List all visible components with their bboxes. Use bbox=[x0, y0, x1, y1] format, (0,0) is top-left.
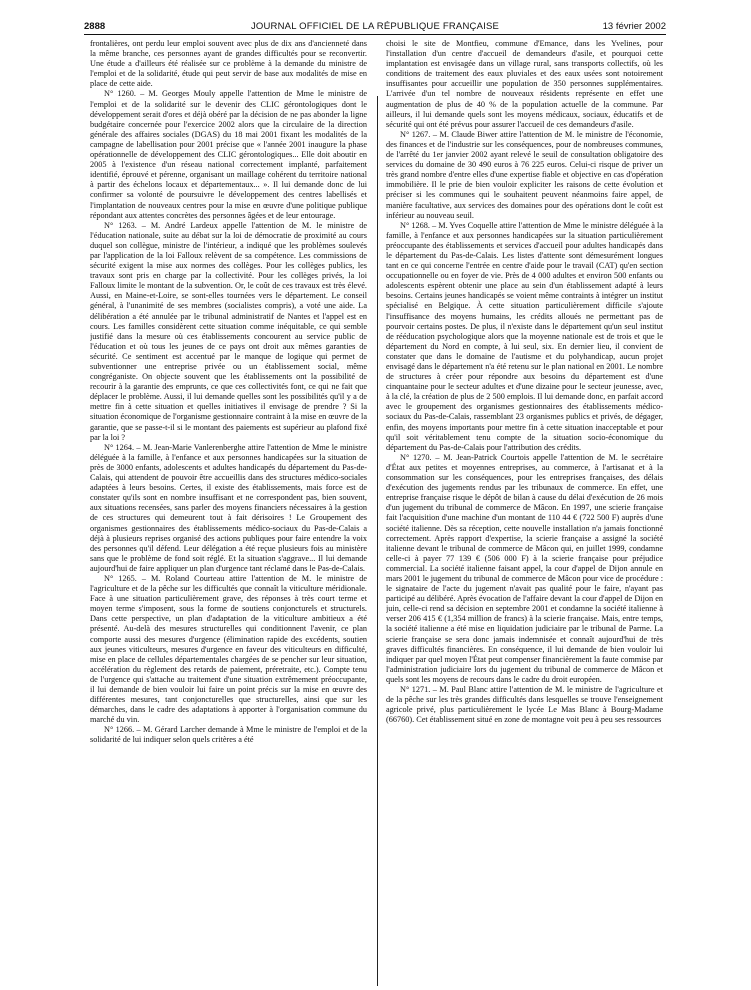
publication-date: 13 février 2002 bbox=[602, 21, 666, 32]
page-header bbox=[84, 16, 666, 36]
left-column bbox=[90, 39, 367, 987]
question-1271: N° 1271. – M. Paul Blanc attire l'attention de M. le ministre de l'agriculture et de la pêche sur les très grandes difficultés dans lesquelles se trouve l'enseignement agricole privé, plus particulièrement le lycée Le Mas Blanc à Bourg-Madame (66760). Cet établissement situé en zone de montagne voit peu à peu ses ressources bbox=[386, 685, 663, 725]
question-1260: N° 1260. – M. Georges Mouly appelle l'attention de Mme le ministre de l'emploi et de la solidarité sur le devenir des CLIC gérontologiques dont le développement serait d'ores et déjà obéré par la décision de ne pas abonder la ligne budgétaire concernée pour l'exercice 2002 alors que la circulaire de la direction générale des affaires sociales (DGAS) du 18 mai 2001 fixant les modalités de la campagne de labellisation pour 2001 précise que « l'année 2001 inaugure la phase opérationnelle de développement des CLIC gérontologiques... Elle doit aboutir en 2005 à l'existence d'un réseau national correctement implanté, parfaitement identifié, éprouvé et pérenne, organisant un maillage cohérent du territoire national à partir des échelons locaux et départementaux... ». Il lui demande donc de lui confirmer sa volonté de poursuivre le développement des centres labellisés et l'implantation de nouveaux centres pour la mise en œuvre d'une politique publique répondant aux attentes concrètes des personnes âgées et de leur entourage. bbox=[90, 89, 367, 220]
question-1265: N° 1265. – M. Roland Courteau attire l'attention de M. le ministre de l'agriculture et de la pêche sur les difficultés que connaît la viticulture méridionale. Face à une situation particulièrement grave, des réponses à très court terme et moyen terme s'imposent, sous la forme de soutiens conjoncturels et structurels. Dans cette perspective, un plan d'adaptation de la viticulture ambitieux a été présenté. Au-delà des mesures structurelles qui conditionnent l'avenir, ce plan comporte aussi des mesures d'urgence (élimination rapide des excédents, soutien aux jeunes viticulteurs, mesures d'urgence en faveur des viticulteurs en difficulté, mise en place de cellules départementales chargées de se pencher sur leur situation, accélération du règlement des retards de paiement, préretraite, etc.). Compte tenu de l'urgence qui s'attache au traitement d'une situation extrêmement préoccupante, il lui demande de bien vouloir lui faire un point précis sur la mise en œuvre des différentes mesures, tant conjoncturelles que structurelles, ainsi que sur les démarches, dans le cadre des adaptations à apporter à l'organisation commune du marché du vin. bbox=[90, 573, 367, 725]
page-number: 2888 bbox=[84, 21, 106, 32]
paragraph: choisi le site de Montfieu, commune d'Emance, dans les Yvelines, pour l'installation d'un centre d'accueil de demandeurs d'asile, et pourquoi cette implantation est envisagée dans un village rural, sans transports collectifs, où les conditions de traitement des eaux pluviales et des eaux usées sont notoirement insuffisantes pour accueillir une population de 350 personnes supplémentaires. L'arrivée d'un tel nombre de nouveaux résidents représente en effet une augmentation de plus de 40 % de la population actuelle de la commune. Par ailleurs, il lui demande quels sont les moyens médicaux, sociaux, éducatifs et de sécurité qui ont été prévus pour assurer l'accueil de ces demandeurs d'asile. bbox=[386, 39, 663, 129]
question-1264: N° 1264. – M. Jean-Marie Vanlerenberghe attire l'attention de Mme le ministre déléguée à la famille, à l'enfance et aux personnes handicapées sur la situation de près de 3000 enfants, adolescents et adultes handicapés du département du Pas-de-Calais, qui attendent de pouvoir être accueillis dans des structures médico-sociales adaptées à leurs besoins. Certes, il existe des établissements, mais force est de constater qu'ils sont en nombre insuffisant et ne correspondent pas, bien souvent, aux situations recensées, sans parler des moyens financiers nécessaires à la gestion de ces structures qui demeurent tout à fait dérisoires ! Le Groupement des organismes gestionnaires des établissements médico-sociaux du Pas-de-Calais a déjà à plusieurs reprises organisé des actions publiques pour faire entendre la voix des personnes qu'il défend. Leur délégation a été reçue plusieurs fois au ministère sans que le problème de fond soit réglé. Et la situation s'aggrave... Il lui demande aujourd'hui de faire appliquer un plan d'urgence tant réclamé dans le Pas-de-Calais. bbox=[90, 442, 367, 573]
question-1267: N° 1267. – M. Claude Biwer attire l'attention de M. le ministre de l'économie, des finances et de l'industrie sur les conséquences, pour de nombreuses communes, de l'arrêté du 1er janvier 2002 ayant relevé le seuil de consultation obligatoire des services du domaine de 30 490 euros à 76 225 euros. Celui-ci risque de priver un très grand nombre d'entre elles d'une expertise fiable et objective en cas d'opération immobilière. Il le prie de bien vouloir expliciter les raisons de cette évolution et préciser si les communes qui le souhaitent peuvent néanmoins faire appel, de manière facultative, aux services des domaines pour des opérations dont le coût est inférieur au nouveau seuil. bbox=[386, 129, 663, 220]
question-1266: N° 1266. – M. Gérard Larcher demande à Mme le ministre de l'emploi et de la solidarité de lui indiquer selon quels critères a été bbox=[90, 725, 367, 745]
paragraph: frontalières, ont perdu leur emploi souvent avec plus de dix ans d'ancienneté dans la même branche, ces personnes ayant de grandes difficultés pour se reconvertir. Une étude a d'ailleurs été réalisée sur ce problème à la demande du ministre de l'emploi et de la solidarité, étude qui peut servir de base aux modalités de mise en place de cette aide. bbox=[90, 39, 367, 89]
header-rule bbox=[84, 34, 666, 35]
right-column bbox=[386, 39, 663, 987]
column-divider bbox=[377, 96, 378, 986]
question-1263: N° 1263. – M. André Lardeux appelle l'attention de M. le ministre de l'éducation nationale, suite au débat sur la loi de démocratie de proximité au cours duquel son collègue, ministre de l'intérieur, a indiqué que les problèmes soulevés par l'application de la loi Falloux relèvent de sa compétence. Les commissions de sécurité exigent la mise aux normes des collèges. Pour les collèges publics, les travaux sont pris en charge par la collectivité. Pour les collèges privés, la loi Falloux limite le montant de la subvention. Or, le coût de ces travaux est très élevé. Aussi, en Maine-et-Loire, se sont-elles tournées vers le département. Le conseil général, à l'unanimité de ses membres (socialistes compris), a voté une aide. La délibération a été annulée par le tribunal administratif de Nantes et l'appel est en cours. Les familles considèrent cette situation comme inéquitable, ce qui semble justifié dans la mesure où ces établissements concourent au service public de l'éducation et où tous les jeunes de ce pays ont droit aux mêmes garanties de sécurité. Ce sentiment est accentué par le manque de logique qui permet de subventionner une entreprise privée ou un établissement social, même congréganiste. On objecte souvent que les établissements ont la possibilité de recourir à la garantie des emprunts, ce que ces collectivités font, ce qui ne fait que déplacer le problème. Aussi, il lui demande quelles sont les possibilités qu'il y a de mettre fin à cette situation et quelles initiatives il envisage de prendre ? Si la situation économique de l'organisme gestionnaire contraint à la mise en œuvre de la garantie, que se passe-t-il si le montant des paiements est supérieur au plafond fixé par la loi ? bbox=[90, 220, 367, 442]
journal-title: JOURNAL OFFICIEL DE LA RÉPUBLIQUE FRANÇAISE bbox=[250, 21, 500, 32]
question-1270: N° 1270. – M. Jean-Patrick Courtois appelle l'attention de M. le secrétaire d'État aux petites et moyennes entreprises, au commerce, à l'artisanat et à la consommation sur les conséquences, pour les entreprises françaises, des délais d'exécution des jugements rendus par les tribunaux de commerce. En effet, une entreprise française risque le dépôt de bilan à cause du délai d'exécution de 26 mois d'un jugement du tribunal de commerce de Mâcon. En 1997, une scierie française fait l'acquisition d'une machine d'un montant de 110 44 € (722 500 F) auprès d'une société italienne. Dès sa réception, cette nouvelle installation n'a jamais fonctionné correctement. Après rapport d'expertise, la scierie française a assigné la société italienne devant le tribunal de commerce de Mâcon qui, en juillet 1999, condamne celle-ci à payer 77 139 € (506 000 F) à la scierie française pour préjudice commercial. La société italienne faisant appel, la cour d'appel de Dijon annule en mars 2001 le jugement du tribunal de commerce de Mâcon pour vice de procédure : le signataire de l'acte du jugement n'avait pas qualité pour le faire, n'ayant pas participé au délibéré. Après évocation de l'affaire devant la cour d'appel de Dijon en juin, celle-ci rend sa décision en septembre 2001 et condamne la société italienne à verser 206 415 € (1,354 million de francs) à la scierie française. Mais, entre temps, la société italienne a été mise en liquidation judiciaire par le tribunal de Parme. La scierie française se sera donc jamais indemnisée et connaît aujourd'hui de très graves difficultés financières. En conséquence, il lui demande de bien vouloir lui indiquer par quel moyen l'État peut compenser financièrement la faute commise par l'administration judiciaire lors du jugement du tribunal de commerce de Mâcon et quels sont les moyens de recours dans le cadre du droit européen. bbox=[386, 452, 663, 684]
question-1268: N° 1268. – M. Yves Coquelle attire l'attention de Mme le ministre déléguée à la famille, à l'enfance et aux personnes handicapées sur la situation particulièrement préoccupante des établissements et services d'accueil pour adultes handicapés dans le département du Pas-de-Calais. Les listes d'attente sont démesurément longues tant en ce qui concerne l'entrée en centre d'aide pour le travail (CAT) qu'en section occupationnelle ou en foyer de vie. Près de 4 000 adultes et environ 500 enfants ou adolescents espèrent obtenir une place au sein d'un établissement adapté à leurs besoins. Certains jeunes handicapés se voient même contraints à intégrer un institut spécialisé en Belgique. À cette situation particulièrement difficile s'ajoute l'insuffisance des moyens humains, les crédits alloués ne permettant pas de pourvoir certains postes. De plus, il n'existe dans le département qu'un seul institut de rééducation psychologique alors que la moyenne nationale est de trois et que le département du Nord en compte, à lui seul, six. En dernier lieu, il convient de constater que dans le domaine de l'autisme et du polyhandicap, aucun projet envisagé dans le département n'a été retenu sur le plan national en 2001. Le nombre de structures à créer pour répondre aux besoins du département est d'une cinquantaine pour le secteur adultes et d'une dizaine pour le secteur jeunesse, avec, à la clé, la création de plus de 2 500 emplois. Il lui demande donc, en parfait accord avec le groupement des organismes gestionnaires des établissements médico-sociaux du Pas-de-Calais, rassemblant 23 organismes publics et privés, de dégager, enfin, des moyens importants pour mettre fin à cette situation inacceptable et pour qu'il soit véritablement tenu compte de la situation socio-économique du département du Pas-de-Calais pour l'attribution des crédits. bbox=[386, 220, 663, 452]
